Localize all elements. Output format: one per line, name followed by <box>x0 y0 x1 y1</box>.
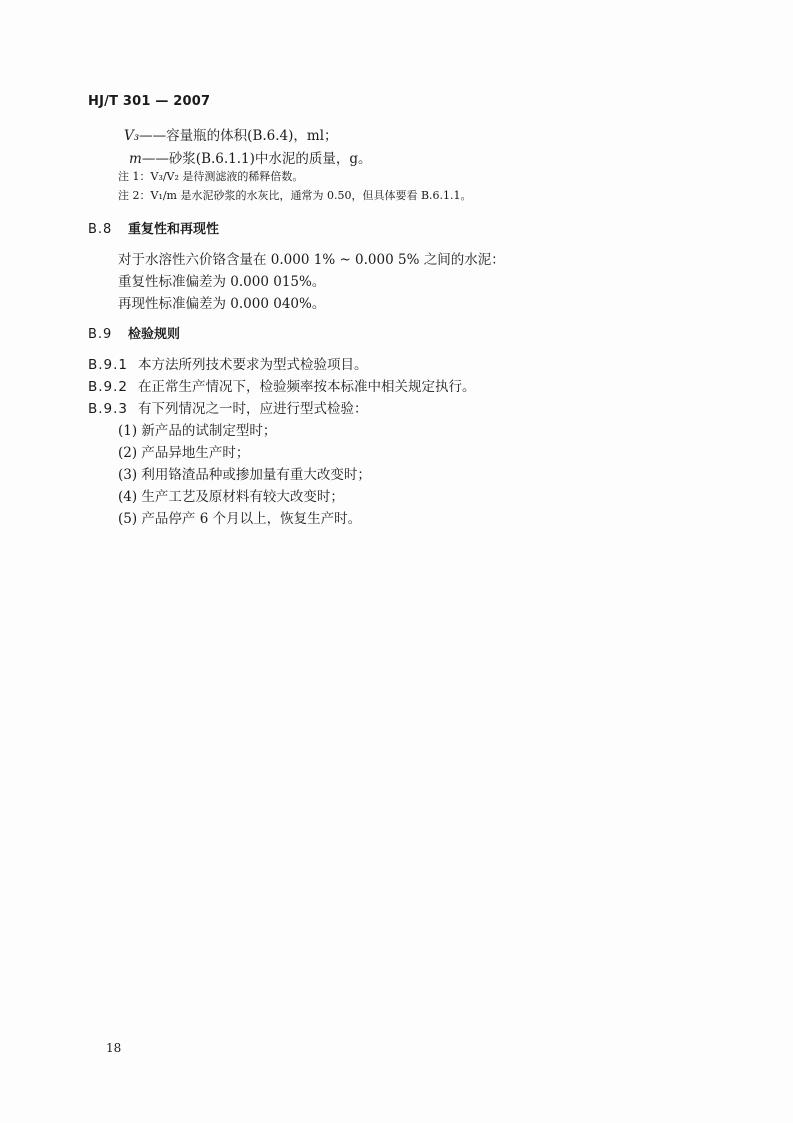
section-heading-b8 <box>88 218 219 237</box>
section-title: 检验规则 <box>128 327 181 342</box>
note-2 <box>118 187 472 203</box>
definition-symbol: V₃ <box>124 128 140 144</box>
section-number: B.9 <box>88 327 113 342</box>
clause-text: 在正常生产情况下，检验频率按本标准中相关规定执行。 <box>138 379 476 395</box>
list-item: (4) 生产工艺及原材料有较大改变时； <box>118 489 344 505</box>
page-number: 18 <box>106 1041 122 1055</box>
definition-text: 容量瓶的体积(B.6.4)，ml； <box>166 128 338 144</box>
clause-number: B.9.3 <box>88 401 129 417</box>
clause-b9-2 <box>88 375 476 395</box>
clause-b9-3 <box>88 397 368 417</box>
definition-dash: —— <box>139 128 167 144</box>
definition-text: 砂浆(B.6.1.1)中水泥的质量，g。 <box>168 151 372 167</box>
paragraph: 对于水溶性六价铬含量在 0.000 1% ~ 0.000 5% 之间的水泥： <box>118 252 505 268</box>
definition-m <box>129 147 372 167</box>
clause-text: 有下列情况之一时，应进行型式检验： <box>138 401 368 417</box>
list-item: (5) 产品停产 6 个月以上，恢复生产时。 <box>118 511 362 527</box>
note-text: V₃/V₂ 是待测滤液的稀释倍数。 <box>150 170 304 183</box>
section-heading-b9 <box>88 323 180 342</box>
paragraph: 再现性标准偏差为 0.000 040%。 <box>118 296 326 312</box>
section-number: B.8 <box>88 222 113 237</box>
clause-number: B.9.2 <box>88 379 129 395</box>
paragraph: 重复性标准偏差为 0.000 015%。 <box>118 274 326 290</box>
clause-b9-1 <box>88 353 368 373</box>
definition-dash: —— <box>141 151 169 167</box>
note-1 <box>118 168 303 184</box>
clause-number: B.9.1 <box>88 357 129 373</box>
note-text: V₁/m 是水泥砂浆的水灰比，通常为 0.50，但具体要看 B.6.1.1。 <box>150 189 472 202</box>
note-label: 注 1： <box>118 170 151 183</box>
section-title: 重复性和再现性 <box>128 222 220 237</box>
list-item: (1) 新产品的试制定型时； <box>118 423 277 439</box>
list-item: (2) 产品异地生产时； <box>118 445 250 461</box>
standard-code: HJ/T 301 — 2007 <box>88 94 211 109</box>
definition-symbol: m <box>129 151 142 167</box>
list-item: (3) 利用铬渣品种或掺加量有重大改变时； <box>118 467 371 483</box>
note-label: 注 2： <box>118 189 151 202</box>
definition-v3 <box>124 124 338 144</box>
clause-text: 本方法所列技术要求为型式检验项目。 <box>138 357 368 373</box>
